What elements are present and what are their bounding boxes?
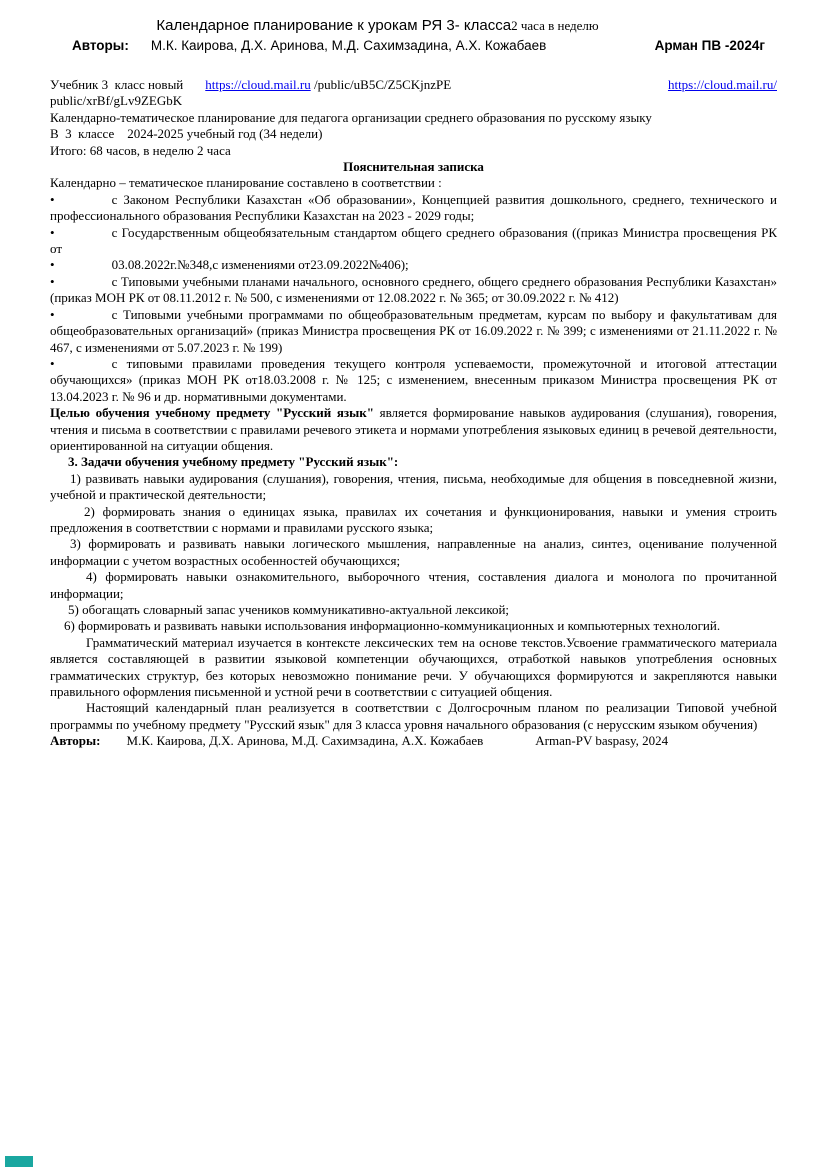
textbook-links-line — [50, 77, 777, 93]
intro-line-1: Календарно-тематическое планирование для педагога организации среднего образования по русскому языку — [50, 109, 652, 125]
cloud-path-1: /public/uB5C/Z5CKjnzPE — [310, 77, 452, 92]
cloud-link-1[interactable]: https://cloud.mail.ru — [205, 77, 311, 92]
bullet-text: с типовыми правилами проведения текущего контроля успеваемости, промежуточной и итоговой аттестации обучающихся» (приказ МОН РК от18.03.2008 г. № 125; с изменением, внесенным приказом Министра просвещения РК от 13.04.2023 г. № 96 и др. нормативными документами. — [50, 355, 777, 404]
bullet-marker: • — [50, 191, 55, 207]
bullet-text: с Законом Республики Казахстан «Об образовании», Концепцией развития дошкольного, среднего, технического и профессионального образования Республики Казахстан на 2023 - 2029 годы; — [50, 191, 777, 224]
bullet-text: с Типовыми учебными планами начального, основного среднего, общего среднего образования Республики Казахстан» (приказ МОН РК от 08.11.2012 г. № 500, с изменениями от 12.08.2022 г. № 365; от 30.09.2022 г. № 412) — [50, 273, 777, 306]
page-title: Календарное планирование к урокам РЯ 3- класса — [156, 17, 512, 34]
footer-publisher: Arman-PV baspasy, 2024 — [535, 733, 669, 749]
bullet-item — [50, 257, 777, 273]
task-item-6: 6) формировать и развивать навыки использования информационно-коммуникационных и компьютерных технологий. — [64, 618, 721, 634]
bullet-item — [50, 192, 777, 225]
bullet-marker: • — [50, 306, 55, 322]
task-item-3: 3) формировать и развивать навыки логического мышления, направленные на анализ, синтез, оценивание полученной информации с учетом возрастных особенностей обучающихся; — [50, 536, 777, 568]
textbook-prefix: Учебник 3 класс новый — [50, 77, 184, 92]
bullet-item — [50, 225, 777, 258]
footer-authors-names: М.К. Каирова, Д.Х. Аринова, М.Д. Сахимзадина, А.Х. Кожабаев — [126, 733, 484, 749]
intro-line-3: Итого: 68 часов, в неделю 2 часа — [50, 142, 231, 158]
bullet-marker: • — [50, 273, 55, 289]
bullet-marker: • — [50, 355, 55, 371]
goal-rest: является формирование навыков аудирования (слушания), говорения, чтения и письма в соответствии с правилами речевого этикета и нормами употребления языковых единиц в речевой деятельности, ориентированной на ситуации общения. — [50, 405, 777, 453]
bullet-text: с Типовыми учебными программами по общеобразовательным предметам, курсам по выбору и факультативам для общеобразовательных организаций» (приказ Министра просвещения РК от 16.09.2022 г. № 399; с изменениями от 21.11.2022 г. № 467, с изменениями от 5.07.2023 г. № 199) — [50, 306, 777, 355]
footer-authors-label: Авторы: — [50, 733, 101, 749]
task-item-4: 4) формировать навыки ознакомительного, выборочного чтения, составления диалога и монолога по прочитанной информации; — [50, 569, 777, 601]
bullet-marker: • — [50, 224, 55, 240]
authors-label: Авторы: — [72, 38, 129, 53]
bullet-item — [50, 356, 777, 405]
section-title: Пояснительная записка — [343, 159, 484, 175]
task-item-1: 1) развивать навыки аудирования (слушания), говорения, чтения, письма, необходимые для общения в повседневной жизни, учебной и практической деятельности; — [50, 470, 777, 503]
publisher-badge: Арман ПВ -2024г — [654, 38, 765, 53]
task-item-5: 5) обогащать словарный запас учеников коммуникативно-актуальной лексикой; — [68, 602, 510, 617]
footer-authors-line — [50, 733, 777, 749]
bullet-marker: • — [50, 257, 55, 273]
header-authors-line — [50, 36, 777, 56]
authors-names: М.К. Каирова, Д.Х. Аринова, М.Д. Сахимзадина, А.Х. Кожабаев — [150, 38, 547, 53]
lead-line: Календарно – тематическое планирование составлено в соответствии : — [50, 175, 442, 191]
goal-bold-lead: Целью обучения учебному предмету "Русский язык" — [50, 405, 374, 421]
bullet-item — [50, 307, 777, 356]
intro-line-2: В 3 классе 2024-2025 учебный год (34 недели) — [50, 126, 323, 142]
document-body — [50, 77, 777, 750]
grammar-paragraph: Грамматический материал изучается в контексте лексических тем на основе текстов.Усвоение грамматического материала является составляющей в развитии языковой компетенции обучающихся, отработкой навыков употребления основных грамматических структур, без которых невозможно понимание речи. У обучающихся формируются и закрепляются навыки правильного оформления письменной и устной речи в соответствии с ситуацией общения. — [50, 634, 777, 700]
cloud-path-2-line: public/xrBf/gLv9ZEGbK — [50, 93, 183, 109]
corner-artifact-marker — [5, 1156, 33, 1167]
task-item-2: 2) формировать знания о единицах языка, правилах их сочетания и функционирования, навыки и умения строить предложения в соответствии с нормами и правилами русского языка; — [50, 503, 777, 535]
plan-paragraph: Настоящий календарный план реализуется в соответствии с Долгосрочным планом по реализации Типовой учебной программы по учебному предмету "Русский язык" для 3 класса уровня начального образования (с нерусским языком обучения) — [50, 700, 777, 732]
bullet-item — [50, 274, 777, 307]
title-suffix: 2 часа в неделю — [511, 18, 599, 33]
goal-paragraph — [50, 405, 777, 454]
document-title-line — [50, 16, 777, 36]
bullet-text: с Государственным общеобязательным стандартом общего среднего образования ((приказ Министра просвещения РК от — [50, 224, 777, 257]
bullet-text: 03.08.2022г.№348,с изменениями от23.09.2022№406); — [111, 257, 409, 273]
cloud-link-2[interactable]: https://cloud.mail.ru/ — [667, 77, 777, 92]
tasks-heading: 3. Задачи обучения учебному предмету "Русский язык": — [68, 454, 399, 470]
